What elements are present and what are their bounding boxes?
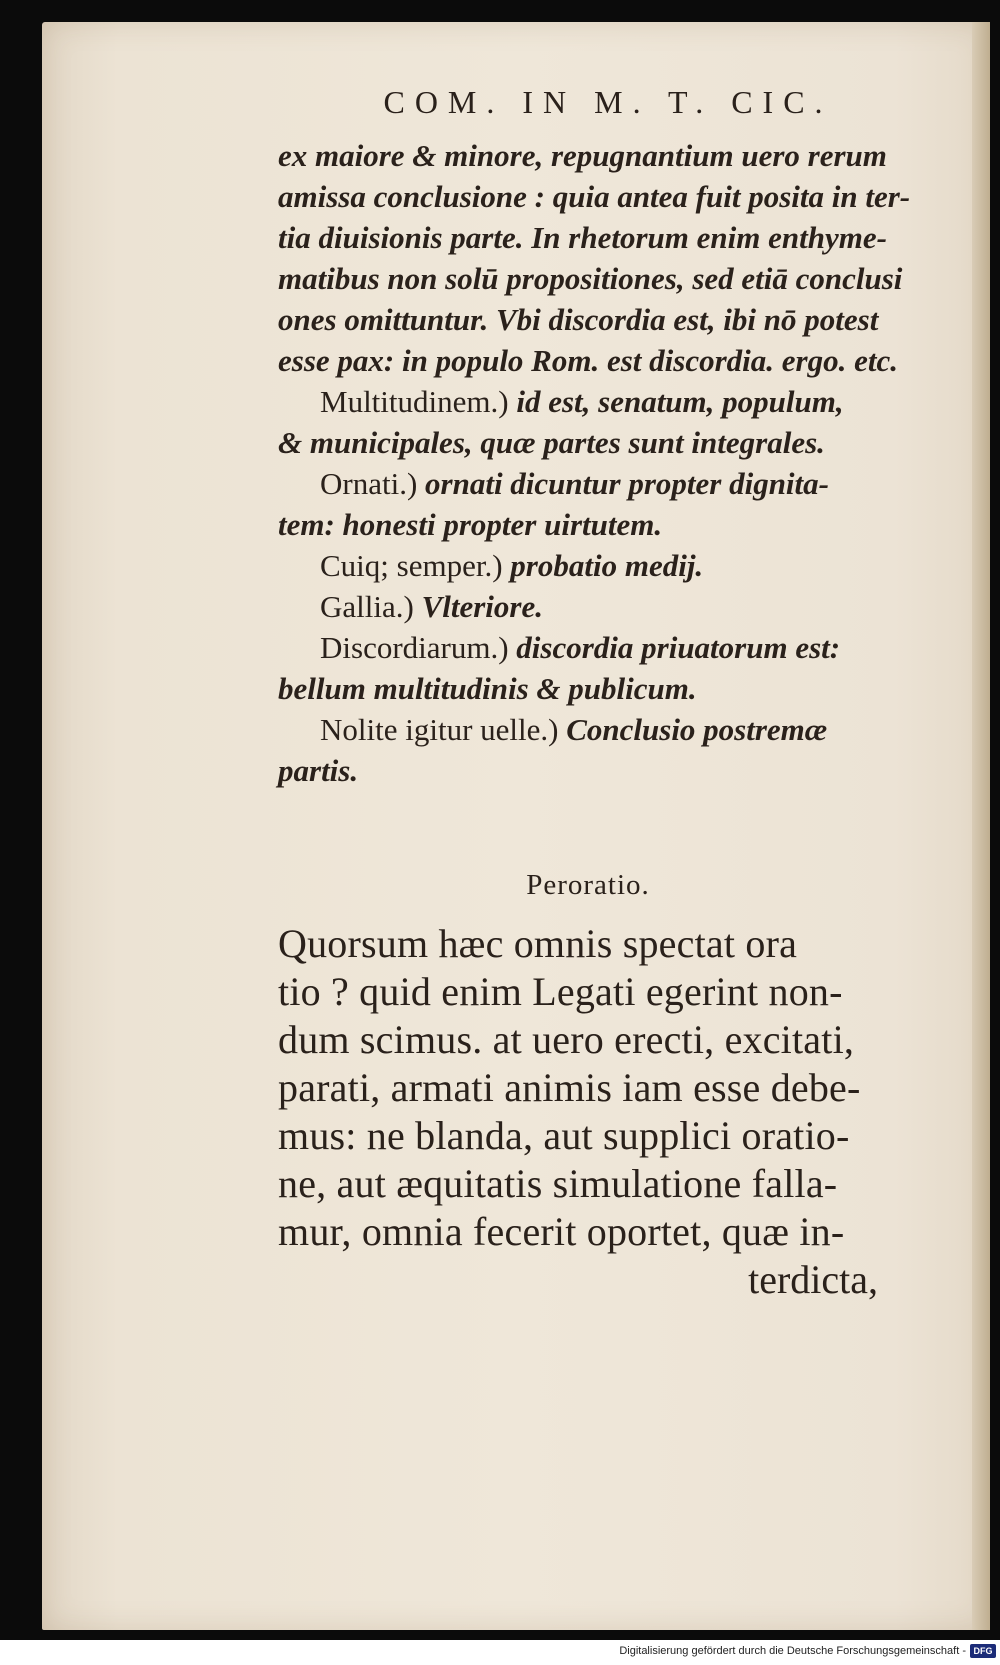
lemma-gloss: tem: honesti propter uirtutem. xyxy=(278,507,663,542)
commentary-line: matibus non solū propositiones, sed etiā conclusi xyxy=(278,261,903,296)
running-head: COM. IN M. T. CIC. xyxy=(383,84,833,120)
lemma-entry xyxy=(278,504,898,545)
book-page xyxy=(42,22,990,1630)
lemma-gloss: bellum multitudinis & publicum. xyxy=(278,671,697,706)
lemma-word: Gallia.) xyxy=(320,589,414,624)
commentary-line: ex maiore & minore, repugnantium uero rerum xyxy=(278,138,887,173)
lemma-entry xyxy=(278,381,898,422)
page-body xyxy=(278,84,911,1304)
lemma-entry xyxy=(278,668,898,709)
lemma-entry xyxy=(278,422,898,463)
lemma-word: Discordiarum.) xyxy=(320,630,509,665)
lemma-entry xyxy=(278,545,898,586)
lemma-entry xyxy=(278,709,898,750)
commentary-line: amissa conclusione : quia antea fuit posita in ter- xyxy=(278,179,911,214)
dfg-logo-icon: DFG xyxy=(970,1644,996,1658)
lemmata-block xyxy=(278,381,898,791)
lemma-entry xyxy=(278,627,898,668)
section-heading: Peroratio. xyxy=(526,869,650,901)
page-edge xyxy=(972,22,990,1630)
lemma-gloss: & municipales, quæ partes sunt integrales. xyxy=(278,425,825,460)
commentary-block xyxy=(278,135,911,381)
text-line: parati, armati animis iam esse debe- xyxy=(278,1065,861,1110)
lemma-gloss: discordia priuatorum est: xyxy=(508,630,841,665)
lemma-word: Cuiq; semper.) xyxy=(320,548,503,583)
commentary-line: esse pax: in populo Rom. est discordia. ergo. etc. xyxy=(278,343,898,378)
lemma-gloss: partis. xyxy=(278,753,359,788)
lemma-gloss: Vlteriore. xyxy=(413,589,543,624)
catchword: terdicta, xyxy=(748,1257,878,1302)
lemma-gloss: Conclusio postremæ xyxy=(558,712,828,747)
text-line: mur, omnia fecerit oportet, quæ in- xyxy=(278,1209,845,1254)
lemma-gloss: id est, senatum, populum, xyxy=(508,384,844,419)
text-line: dum scimus. at uero erecti, excitati, xyxy=(278,1017,855,1062)
lemma-gloss: probatio medij. xyxy=(502,548,704,583)
commentary-line: ones omittuntur. Vbi discordia est, ibi nō potest xyxy=(278,302,879,337)
lemma-word: Nolite igitur uelle.) xyxy=(320,712,559,747)
lemma-gloss: ornati dicuntur propter dignita- xyxy=(417,466,829,501)
commentary-line: tia diuisionis parte. In rhetorum enim enthyme- xyxy=(278,220,887,255)
lemma-word: Multitudinem.) xyxy=(320,384,509,419)
lemma-word: Ornati.) xyxy=(320,466,418,501)
lemma-entry xyxy=(278,750,898,791)
text-line: ne, aut æquitatis simulatione falla- xyxy=(278,1161,838,1206)
main-text-block xyxy=(278,920,898,1304)
lemma-entry xyxy=(278,463,898,504)
text-line: mus: ne blanda, aut supplici oratio- xyxy=(278,1113,850,1158)
footer-bar xyxy=(0,1640,1000,1665)
lemma-entry xyxy=(278,586,898,627)
funding-notice: Digitalisierung gefördert durch die Deutsche Forschungsgemeinschaft - xyxy=(619,1645,966,1657)
text-line: tio ? quid enim Legati egerint non- xyxy=(278,969,843,1014)
text-line: Quorsum hæc omnis spectat ora xyxy=(278,921,798,966)
